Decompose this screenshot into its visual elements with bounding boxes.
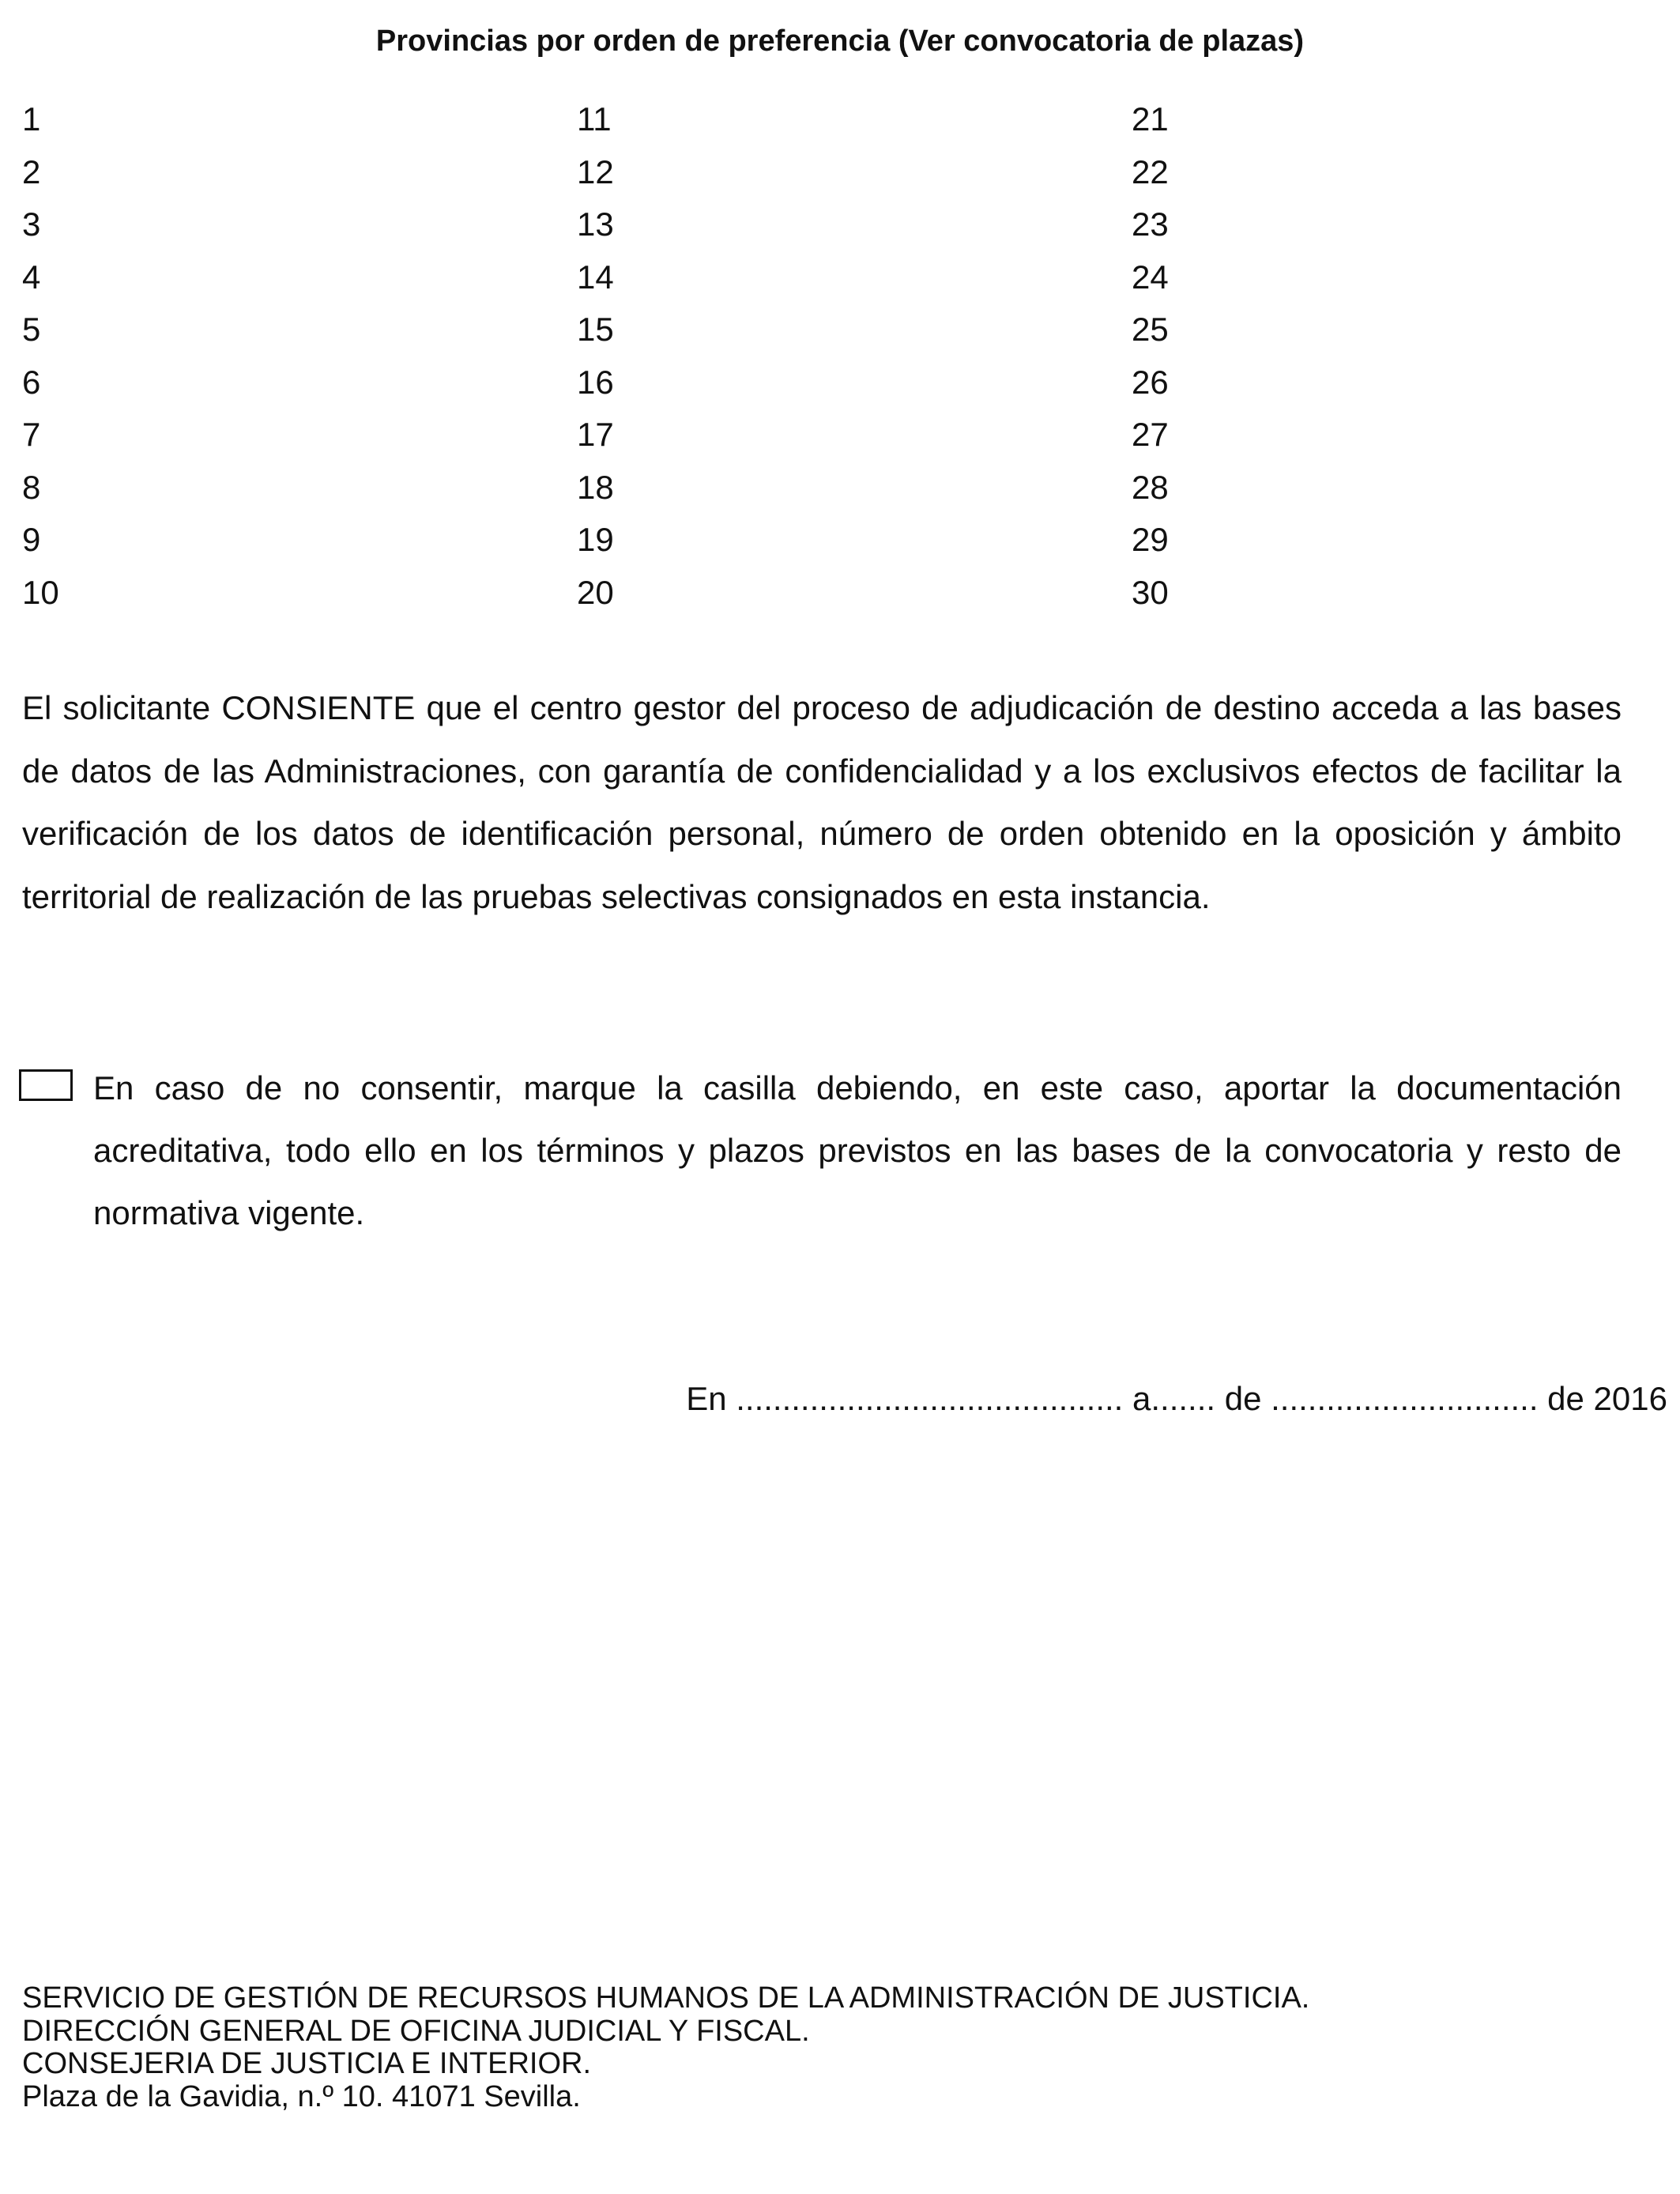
opt-out-checkbox[interactable] [19,1069,73,1101]
preference-slot-16[interactable]: 16 [577,363,614,401]
preference-slot-11[interactable]: 11 [577,100,612,138]
preference-slot-25[interactable]: 25 [1132,311,1169,348]
preference-slot-5[interactable]: 5 [22,311,41,348]
footer-line-directorate: DIRECCIÓN GENERAL DE OFICINA JUDICIAL Y FISCAL. [22,2014,810,2048]
page-title: Provincias por orden de preferencia (Ver convocatoria de plazas) [375,25,1305,58]
preference-slot-17[interactable]: 17 [577,416,614,453]
footer-line-ministry: CONSEJERIA DE JUSTICIA E INTERIOR. [22,2047,592,2080]
preference-slot-18[interactable]: 18 [577,468,614,506]
preference-slot-29[interactable]: 29 [1132,521,1169,558]
preference-slot-7[interactable]: 7 [22,416,41,453]
preference-column-2 [577,93,814,619]
preference-slot-9[interactable]: 9 [22,521,41,558]
preference-slot-24[interactable]: 24 [1132,258,1169,296]
preference-slot-8[interactable]: 8 [22,468,41,506]
preference-slot-22[interactable]: 22 [1132,153,1169,190]
preference-slot-13[interactable]: 13 [577,205,614,243]
preference-slot-27[interactable]: 27 [1132,416,1169,453]
preference-slot-3[interactable]: 3 [22,205,41,243]
preference-slot-19[interactable]: 19 [577,521,614,558]
preference-slot-15[interactable]: 15 [577,311,614,348]
footer-address [22,1982,1603,2113]
preference-grid [22,93,1207,623]
preference-slot-23[interactable]: 23 [1132,205,1169,243]
opt-out-text: En caso de no consentir, marque la casilla debiendo, en este caso, aportar la documentación acreditativa, todo ello en los términos y plazos previstos en las bases de la convocatoria y resto de normativa vigente. [93,1069,1622,1231]
footer-line-service: SERVICIO DE GESTIÓN DE RECURSOS HUMANOS DE LA ADMINISTRACIÓN DE JUSTICIA. [22,1981,1310,2015]
preference-slot-28[interactable]: 28 [1132,468,1169,506]
preference-slot-14[interactable]: 14 [577,258,614,296]
preference-slot-4[interactable]: 4 [22,258,41,296]
preference-slot-26[interactable]: 26 [1132,363,1169,401]
consent-paragraph: El solicitante CONSIENTE que el centro gestor del proceso de adjudicación de destino acceda a las bases de datos de las Administraciones, con garantía de confidencialidad y a los exclusivos efectos de facilitar la verificación de los datos de identificación personal, número de orden obtenido en la oposición y ámbito territorial de realización de las pruebas selectivas consignados en esta instancia. [22,689,1622,915]
preference-column-1 [22,93,259,619]
preference-slot-2[interactable]: 2 [22,153,41,190]
preference-slot-30[interactable]: 30 [1132,573,1169,611]
preference-slot-20[interactable]: 20 [577,573,614,611]
preference-slot-1[interactable]: 1 [22,100,41,138]
preference-slot-10[interactable]: 10 [22,573,59,611]
footer-line-address: Plaza de la Gavidia, n.º 10. 41071 Sevilla. [22,2079,581,2113]
preference-slot-21[interactable]: 21 [1132,100,1169,138]
preference-slot-12[interactable]: 12 [577,153,614,190]
preference-column-3 [1132,93,1369,619]
preference-slot-6[interactable]: 6 [22,363,41,401]
date-place-line[interactable]: En .......................................... a....... de ............................. de 2016 [686,1380,1667,1417]
